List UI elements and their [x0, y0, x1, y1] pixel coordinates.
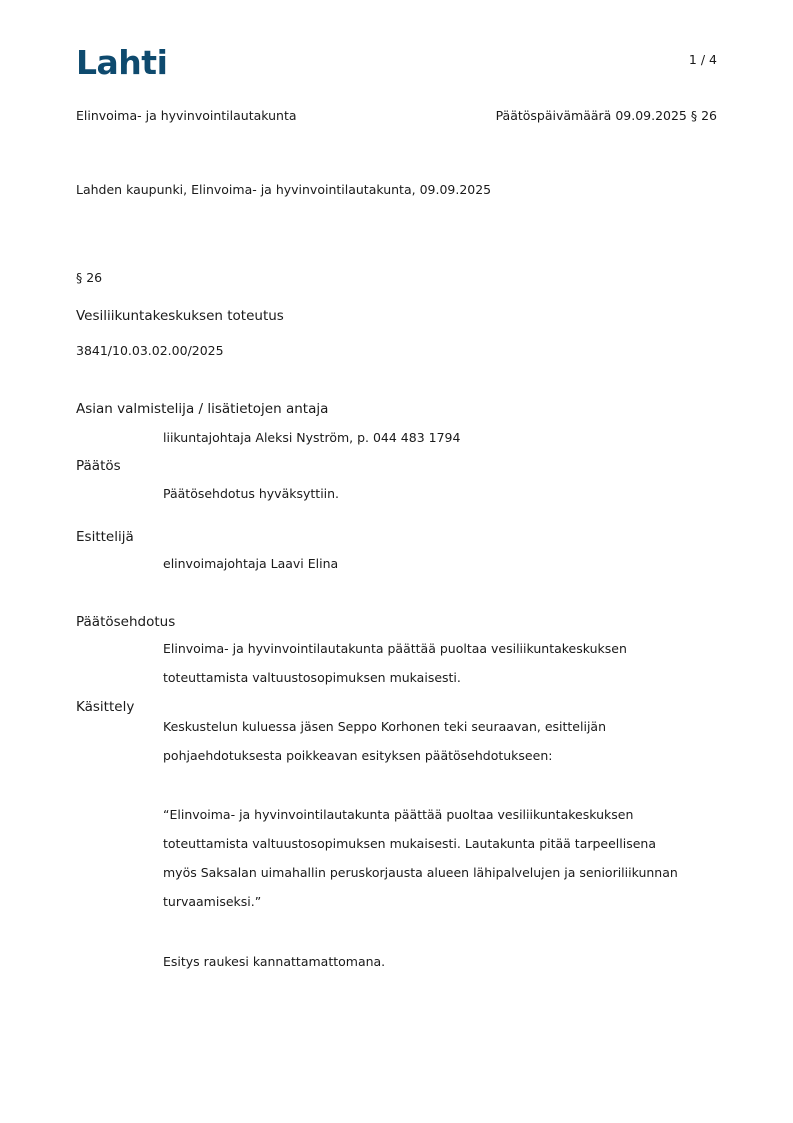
decision-date: Päätöspäivämäärä 09.09.2025 § 26	[495, 108, 717, 123]
paragraph-number: § 26	[76, 270, 103, 285]
intro-line: Lahden kaupunki, Elinvoima- ja hyvinvointilautakunta, 09.09.2025	[76, 182, 492, 197]
decision-label: Päätös	[76, 458, 121, 474]
handling-label: Käsittely	[76, 699, 135, 715]
committee-name: Elinvoima- ja hyvinvointilautakunta	[76, 108, 297, 123]
page-number: 1 / 4	[688, 52, 717, 67]
proposal-line: Elinvoima- ja hyvinvointilautakunta päättää puoltaa vesiliikuntakeskuksen	[163, 641, 627, 656]
presenter-value: elinvoimajohtaja Laavi Elina	[163, 556, 339, 571]
decision-value: Päätösehdotus hyväksyttiin.	[163, 486, 340, 501]
quote-line: turvaamiseksi.”	[163, 894, 262, 909]
lahti-logo: Lahti	[76, 43, 168, 82]
proposal-line: toteuttamista valtuustosopimuksen mukaisesti.	[163, 670, 461, 685]
handling-result: Esitys raukesi kannattamattomana.	[163, 954, 386, 969]
quote-line: “Elinvoima- ja hyvinvointilautakunta päättää puoltaa vesiliikuntakeskuksen	[163, 807, 634, 822]
preparer-value: liikuntajohtaja Aleksi Nyström, p. 044 483 1794	[163, 430, 461, 445]
handling-line: Keskustelun kuluessa jäsen Seppo Korhonen teki seuraavan, esittelijän	[163, 719, 606, 734]
presenter-label: Esittelijä	[76, 529, 134, 545]
quote-line: toteuttamista valtuustosopimuksen mukaisesti. Lautakunta pitää tarpeellisena	[163, 836, 657, 851]
proposal-label: Päätösehdotus	[76, 614, 176, 630]
reference-number: 3841/10.03.02.00/2025	[76, 343, 224, 358]
section-title: Vesiliikuntakeskuksen toteutus	[76, 308, 284, 324]
handling-line: pohjaehdotuksesta poikkeavan esityksen päätösehdotukseen:	[163, 748, 553, 763]
quote-line: myös Saksalan uimahallin peruskorjausta alueen lähipalvelujen ja senioriliikunnan	[163, 865, 678, 880]
preparer-label: Asian valmistelija / lisätietojen antaja	[76, 401, 329, 417]
